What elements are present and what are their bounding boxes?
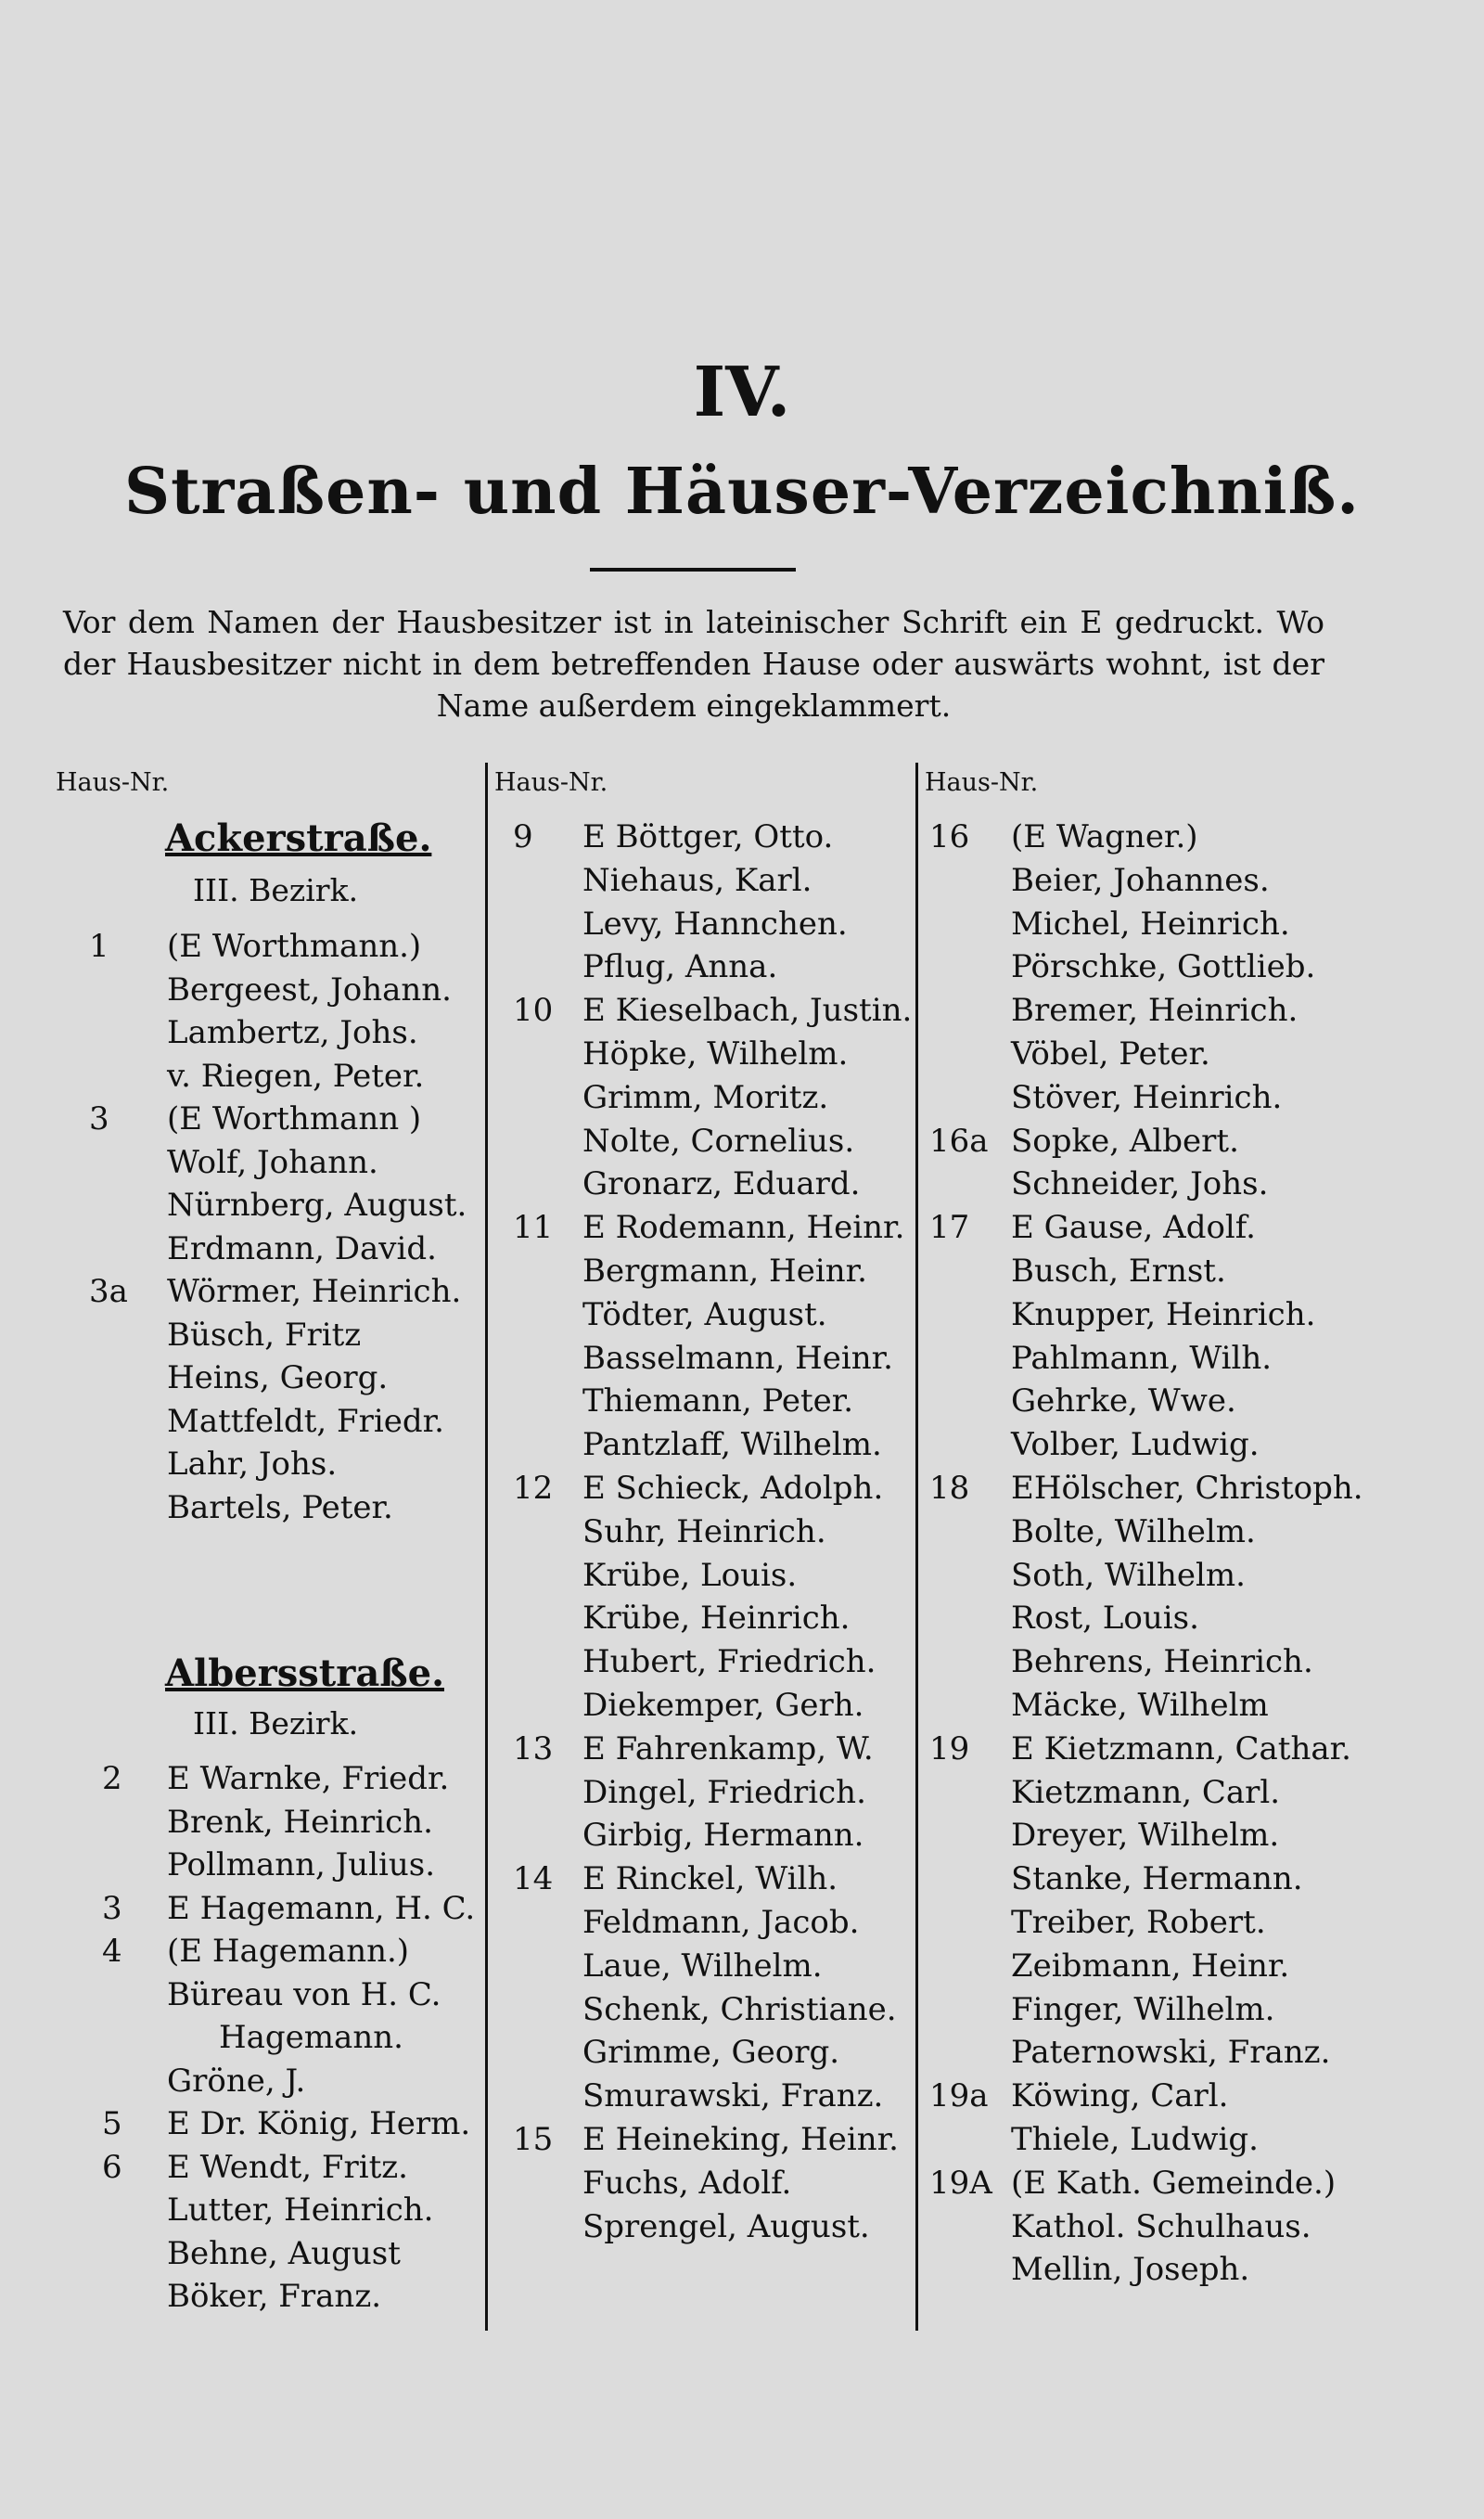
resident-name: Pflug, Anna. <box>582 948 778 986</box>
resident-name: Dingel, Friedrich. <box>582 1773 866 1811</box>
resident-name: Vöbel, Peter. <box>1011 1035 1210 1073</box>
house-number: 11 <box>513 1209 554 1247</box>
resident-name: Krübe, Louis. <box>582 1556 798 1594</box>
resident-name: E Dr. König, Herm. <box>167 2105 471 2142</box>
resident-name: (E Worthmann ) <box>167 1100 422 1137</box>
house-number: 14 <box>513 1860 554 1898</box>
resident-name: Brenk, Heinrich. <box>167 1803 433 1841</box>
resident-name: Bartels, Peter. <box>167 1488 393 1526</box>
haus-nr-label-col2: Haus-Nr. <box>494 768 608 797</box>
resident-name: Mellin, Joseph. <box>1011 2251 1250 2289</box>
house-number: 13 <box>513 1729 554 1767</box>
resident-name: Stöver, Heinrich. <box>1011 1078 1283 1116</box>
house-number: 6 <box>102 2148 122 2186</box>
resident-name: Grimme, Georg. <box>582 2034 840 2072</box>
haus-nr-label-col1: Haus-Nr. <box>56 768 170 797</box>
house-number: 19a <box>929 2077 989 2115</box>
resident-name: Basselmann, Heinr. <box>582 1339 893 1377</box>
resident-name: Lutter, Heinrich. <box>167 2191 434 2229</box>
resident-name: Hagemann. <box>219 2019 403 2056</box>
resident-name: Behne, August <box>167 2234 401 2272</box>
resident-name: Beier, Johannes. <box>1011 861 1270 899</box>
resident-name: Behrens, Heinrich. <box>1011 1643 1313 1681</box>
resident-name: Wörmer, Heinrich. <box>167 1273 462 1310</box>
resident-name: Bolte, Wilhelm. <box>1011 1512 1256 1550</box>
resident-name: Lahr, Johs. <box>167 1446 338 1483</box>
resident-name: Pantzlaff, Wilhelm. <box>582 1426 882 1464</box>
house-number: 17 <box>929 1209 970 1247</box>
resident-name: E Rodemann, Heinr. <box>582 1209 905 1247</box>
resident-name: E Wendt, Fritz. <box>167 2148 408 2186</box>
resident-name: Wolf, Johann. <box>167 1143 378 1181</box>
page-title: Straßen- und Häuser-Verzeichniß. <box>124 455 1360 529</box>
resident-name: Thiemann, Peter. <box>582 1382 854 1420</box>
resident-name: Sopke, Albert. <box>1011 1122 1239 1160</box>
resident-name: Feldmann, Jacob. <box>582 1904 860 1941</box>
district-label: III. Bezirk. <box>193 872 359 908</box>
resident-name: (E Hagemann.) <box>167 1933 410 1970</box>
street-heading: Albersstraße. <box>165 1651 444 1695</box>
resident-name: Suhr, Heinrich. <box>582 1512 826 1550</box>
resident-name: Paternowski, Franz. <box>1011 2034 1331 2072</box>
resident-name: Höpke, Wilhelm. <box>582 1035 849 1073</box>
resident-name: Tödter, August. <box>582 1295 827 1333</box>
resident-name: Krübe, Heinrich. <box>582 1600 851 1638</box>
resident-name: Knupper, Heinrich. <box>1011 1295 1316 1333</box>
resident-name: E Warnke, Friedr. <box>167 1760 450 1797</box>
resident-name: Pahlmann, Wilh. <box>1011 1339 1273 1377</box>
resident-name: Soth, Wilhelm. <box>1011 1556 1246 1594</box>
resident-name: EHölscher, Christoph. <box>1011 1470 1363 1507</box>
house-number: 19 <box>929 1729 970 1767</box>
resident-name: (E Wagner.) <box>1011 818 1198 855</box>
resident-name: Levy, Hannchen. <box>582 905 848 943</box>
resident-name: Bergeest, Johann. <box>167 970 452 1009</box>
resident-name: Böker, Franz. <box>167 2278 382 2315</box>
house-number: 9 <box>513 818 533 855</box>
house-number: 5 <box>102 2105 122 2142</box>
resident-name: (E Worthmann.) <box>167 928 422 965</box>
resident-name: Fuchs, Adolf. <box>582 2164 792 2202</box>
resident-name: Pollmann, Julius. <box>167 1846 436 1883</box>
resident-name: Köwing, Carl. <box>1011 2077 1229 2115</box>
resident-name: Schenk, Christiane. <box>582 1990 897 2028</box>
resident-name: Mäcke, Wilhelm <box>1011 1687 1269 1724</box>
resident-name: Thiele, Ludwig. <box>1011 2121 1259 2158</box>
house-number: 3 <box>89 1100 109 1137</box>
resident-name: Smurawski, Franz. <box>582 2077 884 2115</box>
house-number: 4 <box>102 1933 122 1970</box>
house-number: 10 <box>513 992 554 1030</box>
resident-name: E Fahrenkamp, W. <box>582 1729 874 1767</box>
column-divider-1 <box>485 763 488 2331</box>
resident-name: Gronarz, Eduard. <box>582 1165 861 1203</box>
resident-name: Gröne, J. <box>167 2062 306 2100</box>
resident-name: Treiber, Robert. <box>1011 1904 1266 1941</box>
resident-name: Niehaus, Karl. <box>582 861 812 899</box>
resident-name: Heins, Georg. <box>167 1359 389 1396</box>
resident-name: Nürnberg, August. <box>167 1187 467 1224</box>
resident-name: E Schieck, Adolph. <box>582 1470 884 1507</box>
resident-name: Kathol. Schulhaus. <box>1011 2207 1311 2245</box>
resident-name: E Gause, Adolf. <box>1011 1209 1256 1247</box>
house-number: 19A <box>929 2164 992 2202</box>
resident-name: Michel, Heinrich. <box>1011 905 1290 943</box>
column-divider-2 <box>915 763 918 2331</box>
resident-name: Nolte, Cornelius. <box>582 1122 855 1160</box>
resident-name: Zeibmann, Heinr. <box>1011 1947 1290 1985</box>
resident-name: Busch, Ernst. <box>1011 1253 1226 1290</box>
house-number: 18 <box>929 1470 970 1507</box>
resident-name: E Hagemann, H. C. <box>167 1889 476 1927</box>
resident-name: Pörschke, Gottlieb. <box>1011 948 1316 986</box>
house-number: 1 <box>89 928 109 965</box>
resident-name: Bremer, Heinrich. <box>1011 992 1298 1030</box>
resident-name: Schneider, Johs. <box>1011 1165 1269 1203</box>
resident-name: Gehrke, Wwe. <box>1011 1382 1236 1420</box>
resident-name: Büreau von H. C. <box>167 1975 441 2013</box>
house-number: 3a <box>89 1273 128 1310</box>
house-number: 12 <box>513 1470 554 1507</box>
resident-name: Dreyer, Wilhelm. <box>1011 1817 1280 1855</box>
resident-name: E Rinckel, Wilh. <box>582 1860 838 1898</box>
resident-name: Finger, Wilhelm. <box>1011 1990 1275 2028</box>
resident-name: Grimm, Moritz. <box>582 1078 829 1116</box>
house-number: 2 <box>102 1760 122 1797</box>
resident-name: (E Kath. Gemeinde.) <box>1011 2164 1337 2202</box>
resident-name: Diekemper, Gerh. <box>582 1687 864 1724</box>
house-number: 3 <box>102 1889 122 1927</box>
resident-name: Girbig, Hermann. <box>582 1817 864 1855</box>
resident-name: E Böttger, Otto. <box>582 818 834 855</box>
district-label: III. Bezirk. <box>193 1705 359 1741</box>
resident-name: E Kietzmann, Cathar. <box>1011 1729 1351 1767</box>
resident-name: E Heineking, Heinr. <box>582 2121 899 2158</box>
resident-name: Mattfeldt, Friedr. <box>167 1402 444 1440</box>
house-number: 16a <box>929 1122 989 1160</box>
resident-name: Lambertz, Johs. <box>167 1014 418 1051</box>
resident-name: Stanke, Hermann. <box>1011 1860 1303 1898</box>
resident-name: Rost, Louis. <box>1011 1600 1199 1638</box>
resident-name: Erdmann, David. <box>167 1229 437 1267</box>
house-number: 15 <box>513 2121 554 2158</box>
resident-name: Laue, Wilhelm. <box>582 1947 823 1985</box>
resident-name: Hubert, Friedrich. <box>582 1643 876 1681</box>
resident-name: E Kieselbach, Justin. <box>582 992 913 1030</box>
haus-nr-label-col3: Haus-Nr. <box>925 768 1039 797</box>
street-heading: Ackerstraße. <box>165 816 432 860</box>
resident-name: Kietzmann, Carl. <box>1011 1773 1281 1811</box>
resident-name: v. Riegen, Peter. <box>167 1057 425 1095</box>
house-number: 16 <box>929 818 970 855</box>
intro-paragraph: Vor dem Namen der Hausbesitzer ist in lateinischer Schrift ein E gedruckt. Wo der Hausbesitzer nicht in dem betreffenden Hause oder auswärts wohnt, ist der Name außerdem eingeklammert. <box>63 604 1324 724</box>
resident-name: Volber, Ludwig. <box>1011 1426 1260 1464</box>
resident-name: Bergmann, Heinr. <box>582 1253 867 1290</box>
resident-name: Büsch, Fritz <box>167 1316 362 1354</box>
resident-name: Sprengel, August. <box>582 2207 870 2245</box>
section-number: IV. <box>693 353 791 432</box>
title-rule <box>590 568 796 572</box>
